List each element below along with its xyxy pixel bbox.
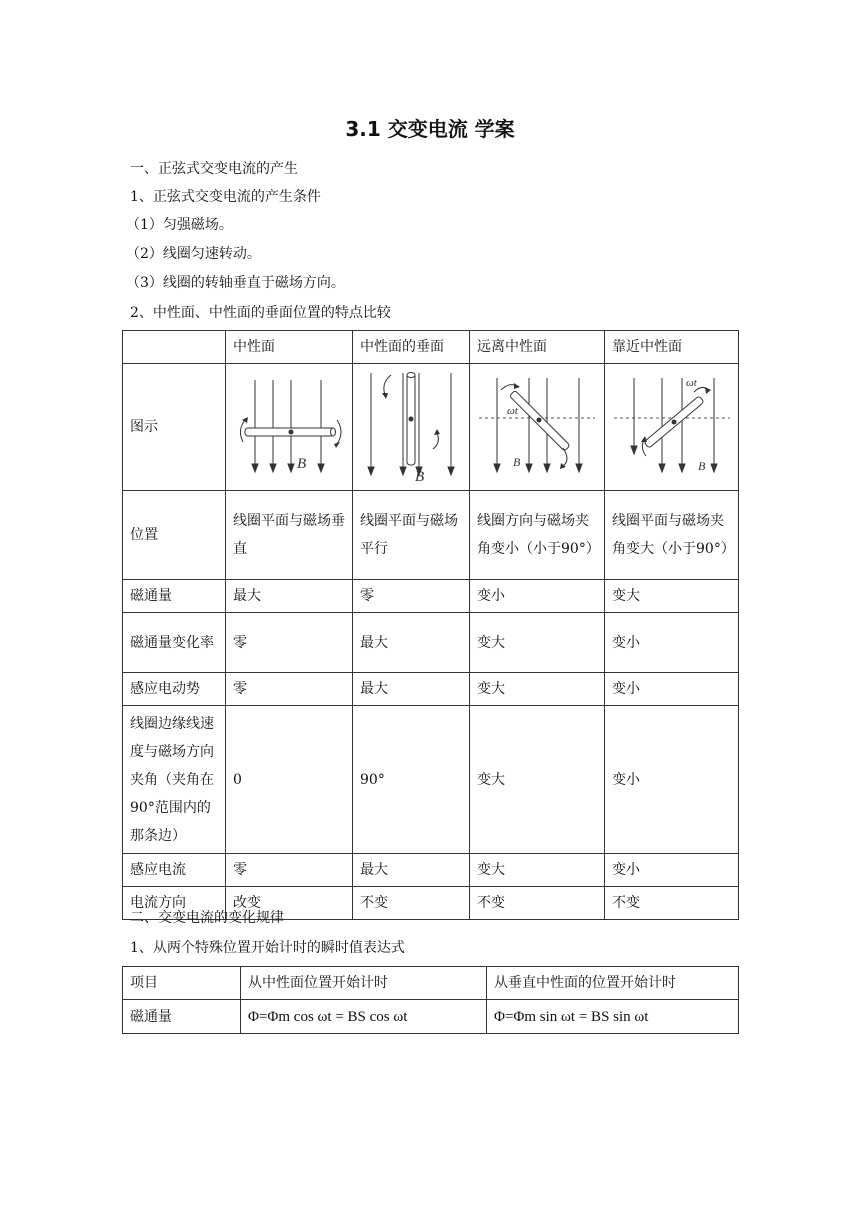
row-label: 图示 [123, 364, 226, 491]
table-cell: 最大 [353, 613, 470, 673]
table-cell: 改变 [226, 887, 353, 920]
table-cell: 不变 [605, 887, 739, 920]
figure-neutral-plane [226, 364, 353, 491]
row-label: 位置 [123, 491, 226, 580]
row-label: 感应电动势 [123, 673, 226, 706]
item-heading-1: 1、正弦式交变电流的产生条件 [130, 189, 321, 205]
table-cell: 线圈平面与磁场垂直 [226, 491, 353, 580]
table-row [123, 854, 739, 887]
table-cell: 变大 [470, 673, 605, 706]
condition-1: （1）匀强磁场。 [126, 217, 233, 233]
header-cell: 远离中性面 [470, 331, 605, 364]
table-cell: 变小 [605, 854, 739, 887]
item-heading-2: 2、中性面、中性面的垂面位置的特点比较 [130, 305, 391, 321]
row-label: 磁通量变化率 [123, 613, 226, 673]
table-cell: 90° [353, 706, 470, 854]
formula-neutral: Φ=Φm cos ωt = BS cos ωt [241, 1000, 487, 1034]
table-cell: 线圈平面与磁场平行 [353, 491, 470, 580]
table-row [123, 613, 739, 673]
table-row [123, 706, 739, 854]
table-header-row [123, 967, 739, 1000]
table-row [123, 580, 739, 613]
table-cell: 变小 [605, 613, 739, 673]
label-B: B [513, 455, 521, 469]
figure-row [123, 364, 739, 491]
section-heading-1: 一、正弦式交变电流的产生 [130, 161, 298, 177]
table-row [123, 673, 739, 706]
table-cell: 最大 [353, 673, 470, 706]
header-cell: 从中性面位置开始计时 [241, 967, 487, 1000]
table-cell: 最大 [226, 580, 353, 613]
page-title: 3.1 交变电流 学案 [345, 117, 515, 141]
header-cell: 中性面的垂面 [353, 331, 470, 364]
table-cell: 线圈平面与磁场夹角变大（小于90°） [605, 491, 739, 580]
figure-perpendicular-plane [353, 364, 470, 491]
table-cell: 变小 [605, 706, 739, 854]
table-cell: 变小 [605, 673, 739, 706]
table-cell: 不变 [470, 887, 605, 920]
row-label: 电流方向 [123, 887, 226, 920]
table-cell: 最大 [353, 854, 470, 887]
row-label: 磁通量 [123, 580, 226, 613]
header-cell [123, 331, 226, 364]
label-B: B [415, 469, 425, 485]
table-cell: 线圈方向与磁场夹角变小（小于90°） [470, 491, 605, 580]
table-header-row [123, 331, 739, 364]
row-label: 感应电流 [123, 854, 226, 887]
diagram-neutral-plane [233, 372, 345, 482]
table-cell: 零 [226, 673, 353, 706]
table-cell: 零 [226, 613, 353, 673]
label-B: B [297, 456, 307, 472]
header-cell: 中性面 [226, 331, 353, 364]
item-heading-3: 1、从两个特殊位置开始计时的瞬时值表达式 [130, 940, 405, 956]
label-omega-t: ωt [686, 377, 697, 389]
table-cell: 变大 [605, 580, 739, 613]
table-cell: 零 [353, 580, 470, 613]
label-omega-t: ωt [507, 405, 518, 417]
header-cell: 从垂直中性面的位置开始计时 [487, 967, 739, 1000]
label-B: B [698, 459, 706, 473]
figure-away-from-neutral [470, 364, 605, 491]
table-cell: 不变 [353, 887, 470, 920]
section-heading-2: 二、交变电流的变化规律 [130, 910, 284, 926]
condition-2: （2）线圈匀速转动。 [126, 246, 261, 262]
table-cell: 变小 [470, 580, 605, 613]
table-cell: 零 [226, 854, 353, 887]
comparison-table [122, 330, 739, 920]
diagram-away-from-neutral [477, 372, 597, 482]
table-cell: 变大 [470, 706, 605, 854]
diagram-perpendicular-plane [361, 369, 461, 485]
row-label: 磁通量 [123, 1000, 241, 1034]
table-row [123, 1000, 739, 1034]
figure-near-neutral [605, 364, 739, 491]
table-row [123, 491, 739, 580]
table-cell: 0 [226, 706, 353, 854]
expression-table [122, 966, 739, 1034]
table-cell: 变大 [470, 854, 605, 887]
row-label: 线圈边缘线速度与磁场方向夹角（夹角在90°范围内的那条边） [123, 706, 226, 854]
formula-perpendicular: Φ=Φm sin ωt = BS sin ωt [487, 1000, 739, 1034]
header-cell: 项目 [123, 967, 241, 1000]
condition-3: （3）线圈的转轴垂直于磁场方向。 [126, 275, 345, 291]
header-cell: 靠近中性面 [605, 331, 739, 364]
table-cell: 变大 [470, 613, 605, 673]
diagram-near-neutral [612, 372, 732, 482]
